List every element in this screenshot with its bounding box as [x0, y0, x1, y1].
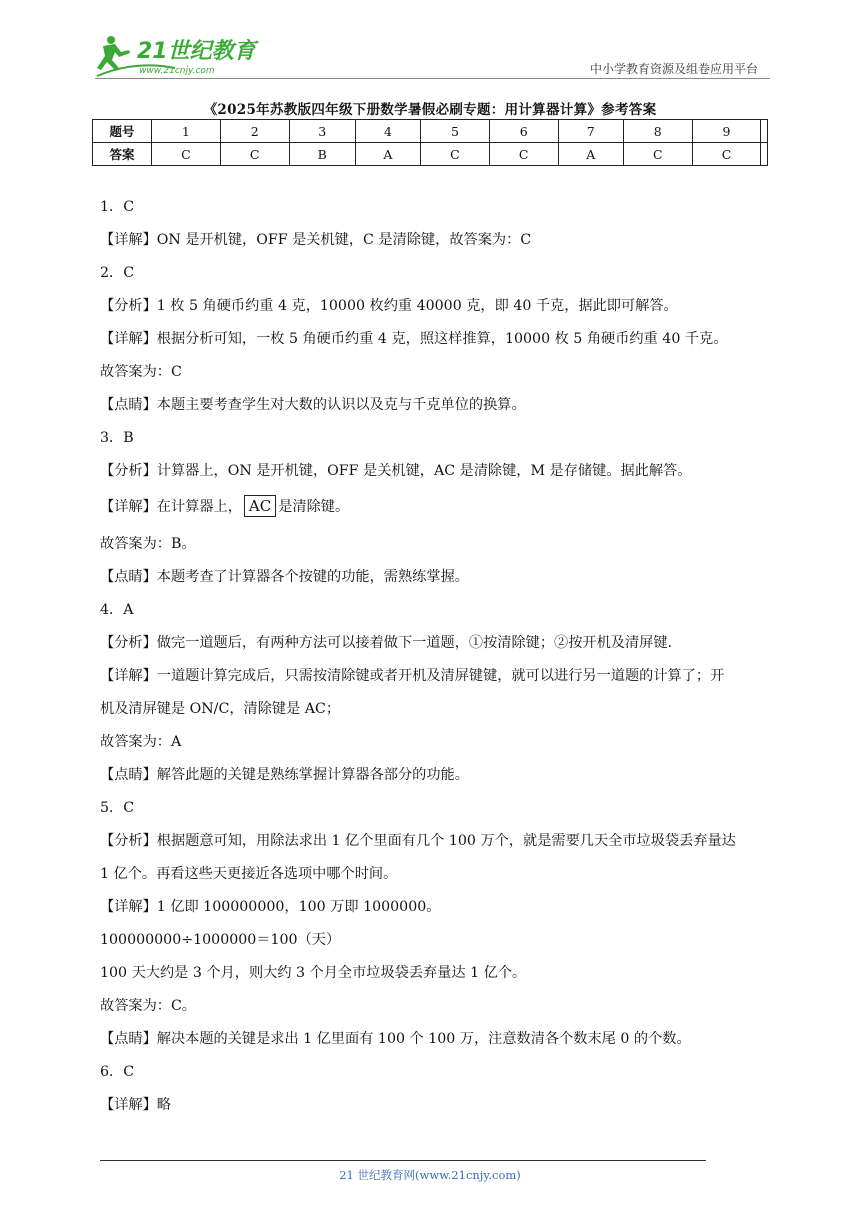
explanation-line: 故答案为：C。: [100, 998, 196, 1014]
explanation-line: 【详解】一道题计算完成后，只需按清除键或者开机及清屏键键，就可以进行另一道题的计算了；开: [100, 668, 725, 684]
explanation-line: 故答案为：A: [100, 734, 182, 750]
table-cell: A: [558, 143, 623, 166]
explanation-line: 机及清屏键是 ON/C，清除键是 AC；: [100, 701, 341, 717]
answer-table: [92, 119, 768, 166]
explanation-line: 【详解】根据分析可知，一枚 5 角硬币约重 4 克，照这样推算，10000 枚 5 角硬币约重 40 千克。: [100, 331, 728, 347]
table-cell: 1: [152, 120, 221, 143]
table-cell: C: [152, 143, 221, 166]
table-cell: 2: [220, 120, 289, 143]
table-cell: 4: [355, 120, 420, 143]
table-cell: A: [355, 143, 420, 166]
explanation-text: 【详解】在计算器上，: [100, 499, 242, 515]
header-divider: [95, 78, 770, 79]
explanation-line: 【分析】做完一道题后，有两种方法可以接着做下一道题，①按清除键；②按开机及清屏键.: [100, 635, 673, 651]
question-number: 3．B: [100, 430, 134, 446]
table-row: [93, 143, 768, 166]
explanation-line: 【详解】1 亿即 100000000，100 万即 1000000。: [100, 899, 441, 915]
table-cell: 5: [421, 120, 490, 143]
explanation-line: 1 亿个。再看这些天更接近各选项中哪个时间。: [100, 866, 398, 882]
table-cell: C: [692, 143, 761, 166]
row-header-number: 题号: [93, 120, 152, 143]
answer-explanations: [100, 196, 770, 1127]
table-cell: C: [421, 143, 490, 166]
table-cell: 6: [489, 120, 558, 143]
question-number: 6．C: [100, 1064, 135, 1080]
footer-link[interactable]: 21 世纪教育网(www.21cnjy.com): [339, 1168, 521, 1182]
question-number: 2．C: [100, 265, 135, 281]
explanation-text: 是清除键。: [278, 499, 350, 515]
table-cell: [761, 120, 768, 143]
explanation-line: 【分析】计算器上，ON 是开机键，OFF 是关机键，AC 是清除键，M 是存储键。据此解答。: [100, 463, 692, 479]
table-row: [93, 120, 768, 143]
ac-key-symbol: AC: [244, 495, 276, 517]
21cnjy-logo: [95, 30, 265, 80]
explanation-line: 【详解】ON 是开机键，OFF 是关机键，C 是清除键，故答案为：C: [100, 232, 532, 248]
explanation-line: 【分析】根据题意可知，用除法求出 1 亿个里面有几个 100 万个，就是需要几天全市垃圾袋丢弃量达: [100, 833, 736, 849]
table-cell: C: [623, 143, 692, 166]
explanation-line: 【分析】1 枚 5 角硬币约重 4 克，10000 枚约重 40000 克，即 40 千克，据此即可解答。: [100, 298, 678, 314]
question-number: 5．C: [100, 800, 135, 816]
page-header: [0, 0, 860, 80]
explanation-line: 100 天大约是 3 个月，则大约 3 个月全市垃圾袋丢弃量达 1 亿个。: [100, 965, 527, 981]
table-cell: B: [289, 143, 355, 166]
table-cell: 7: [558, 120, 623, 143]
explanation-line: 【点睛】本题主要考查学生对大数的认识以及克与千克单位的换算。: [100, 397, 526, 413]
table-cell: 8: [623, 120, 692, 143]
table-cell: [761, 143, 768, 166]
explanation-line: 100000000÷1000000＝100（天）: [100, 932, 341, 948]
table-cell: 3: [289, 120, 355, 143]
explanation-line: [100, 493, 770, 533]
explanation-line: 故答案为：B。: [100, 536, 196, 552]
explanation-line: 【详解】略: [100, 1097, 171, 1113]
table-cell: C: [489, 143, 558, 166]
explanation-line: 故答案为：C: [100, 364, 182, 380]
question-number: 1．C: [100, 199, 135, 215]
table-cell: 9: [692, 120, 761, 143]
logo-text: 21世纪教育: [137, 39, 256, 64]
table-cell: C: [220, 143, 289, 166]
footer-divider: [100, 1160, 706, 1161]
platform-name: 中小学教育资源及组卷应用平台: [589, 62, 758, 76]
question-number: 4．A: [100, 602, 134, 618]
row-header-answer: 答案: [93, 143, 152, 166]
explanation-line: 【点睛】解决本题的关键是求出 1 亿里面有 100 个 100 万，注意数清各个数末尾 0 的个数。: [100, 1031, 691, 1047]
document-title: 《2025年苏教版四年级下册数学暑假必刷专题：用计算器计算》参考答案: [203, 102, 657, 118]
explanation-line: 【点睛】本题考查了计算器各个按键的功能，需熟练掌握。: [100, 569, 469, 585]
logo-url: www.21cnjy.com: [139, 66, 215, 76]
explanation-line: 【点睛】解答此题的关键是熟练掌握计算器各部分的功能。: [100, 767, 469, 783]
